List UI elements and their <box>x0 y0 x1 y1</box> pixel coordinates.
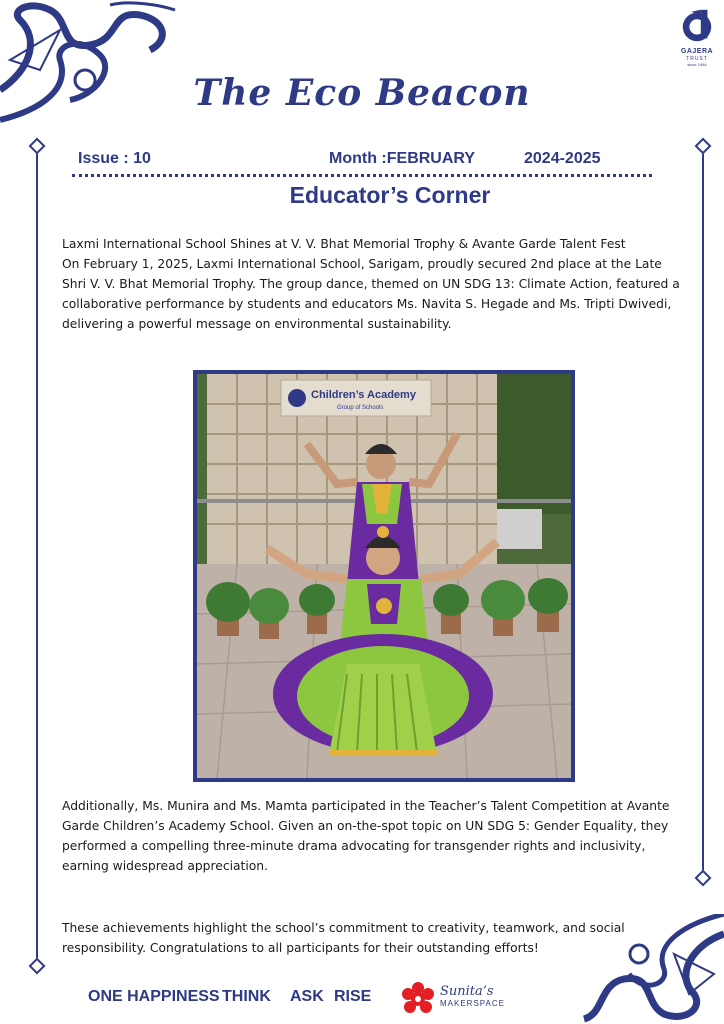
article-paragraph-2: Additionally, Ms. Munira and Ms. Mamta participated in the Teacher’s Talent Competition at Avante Garde Children’s Academy School. Given an on-the-spot topic on UN SDG 5: Gender Equality, they performed a compelling three-minute drama advocating for transgender rights and inclusivity, earning widespread appreciation. <box>62 799 670 873</box>
issue-info-row <box>72 150 652 177</box>
article-photo <box>193 370 575 782</box>
issue-number: Issue : 10 <box>78 150 151 167</box>
dance-performance-image <box>197 374 571 778</box>
makerspace-script: Sunita’s <box>440 984 494 999</box>
issue-year: 2024-2025 <box>524 150 601 167</box>
makerspace-label: MAKERSPACE <box>440 999 505 1008</box>
section-title: Educator’s Corner <box>289 182 491 208</box>
rail-diamond-ornament <box>29 138 46 155</box>
article-headline: Laxmi International School Shines at V. V. Bhat Memorial Trophy & Avante Garde Talent Fest <box>62 237 626 251</box>
gajera-trust-logo <box>672 6 722 70</box>
footer-one-happiness: ONE HAPPINESS <box>88 988 220 1005</box>
article-paragraph-3: These achievements highlight the school’s commitment to creativity, teamwork, and social responsibility. Congratulations to all participants for their outstanding efforts! <box>62 921 625 955</box>
newsletter-masthead: The Eco Beacon <box>193 72 531 114</box>
left-border-rail <box>36 146 38 966</box>
article-intro <box>62 234 686 334</box>
logo-org-name: GAJERA <box>680 48 714 55</box>
logo-mark-icon <box>678 6 716 44</box>
article-paragraph-1: On February 1, 2025, Laxmi International School, Sarigam, proudly secured 2nd place at the Late Shri V. V. Bhat Memorial Trophy. The group dance, themed on UN SDG 13: Climate Action, featured a collaborative performance by students and educators Ms. Navita S. Hegade and Ms. Tripti Dwivedi, delivering a powerful message on environmental sustainability. <box>62 257 680 331</box>
footer-brand-strip <box>0 984 724 1018</box>
makerspace-logo <box>440 984 505 1008</box>
logo-org-sub: TRUST <box>686 56 708 62</box>
footer-rise: RISE <box>334 988 372 1005</box>
footer-ask: ASK <box>290 988 324 1005</box>
rail-diamond-ornament <box>695 138 712 155</box>
flower-logo-icon <box>398 982 438 1016</box>
photo-sign-title: Children’s Academy <box>311 389 416 401</box>
right-border-rail <box>702 146 704 876</box>
issue-month: Month :FEBRUARY <box>329 150 476 167</box>
footer-think: THINK <box>222 988 271 1005</box>
photo-sign-subtitle: Group of Schools <box>337 405 384 411</box>
rail-diamond-ornament <box>29 958 46 975</box>
rail-diamond-ornament <box>695 870 712 887</box>
logo-tagline: since 1984 <box>687 62 707 67</box>
